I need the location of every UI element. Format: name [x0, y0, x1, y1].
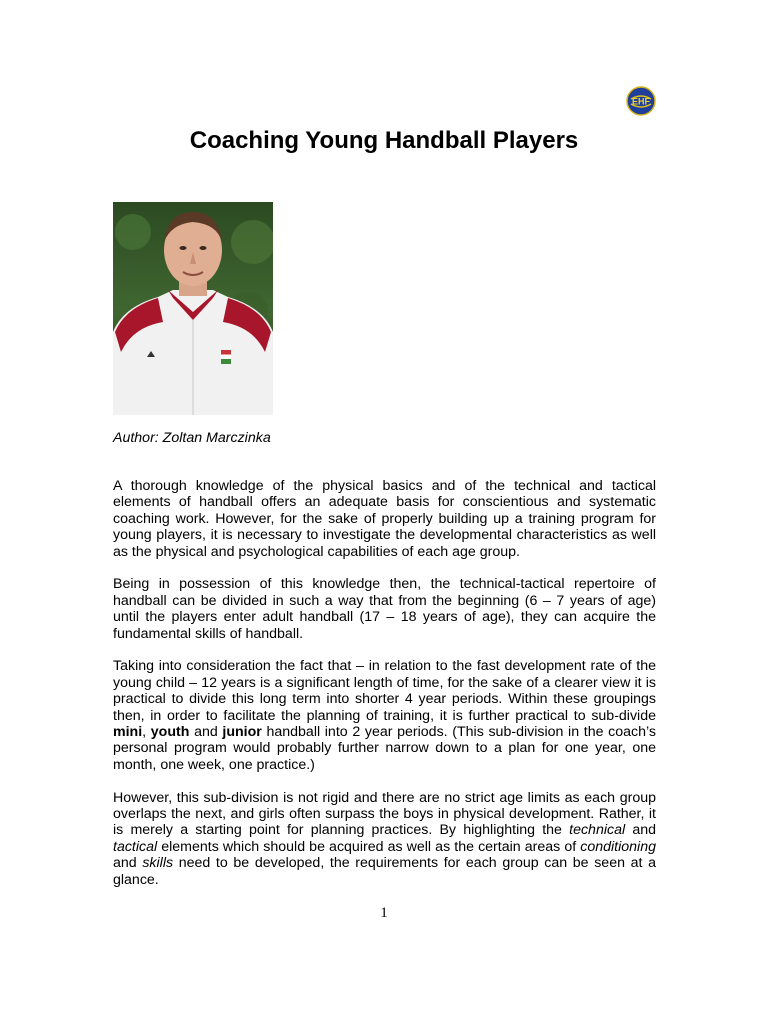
term-conditioning: conditioning: [580, 838, 656, 855]
author-photo: [113, 202, 273, 415]
paragraph-2: Being in possession of this knowledge then, the technical-tactical repertoire of handball can be divided in such a way that from the beginning (6 – 7 years of age) until the players enter adult handball (17 – 18 years of age), they can acquire the fundamental skills of handball.: [113, 576, 656, 642]
term-junior: junior: [222, 724, 262, 741]
paragraph-3-sep-2: and: [189, 724, 223, 741]
paragraph-3-part-a: Taking into consideration the fact that – in relation to the fast development rate of the young child – 12 years is a significant length of time, for the sake of a clearer view it is practical to divide this long term into shorter 4 year periods. Within these groupings then, in order to facilitate the planning of training, it is further practical to sub-divide: [113, 658, 656, 724]
paragraph-3-sep-1: ,: [142, 724, 151, 741]
paragraph-4-part-a: However, this sub-division is not rigid and there are no strict age limits as each group overlaps the next, and girls often surpass the boys in physical development. Rather, it is merely a starting point for planning practices. By highlighting the: [113, 789, 656, 839]
ehf-logo-text: EHF: [632, 96, 650, 107]
term-technical: technical: [569, 822, 626, 839]
page-title: Coaching Young Handball Players: [189, 127, 579, 154]
paragraph-4-part-b: elements which should be acquired as well as the certain areas of: [157, 838, 581, 855]
term-skills: skills: [142, 855, 174, 872]
paragraph-4: [113, 790, 656, 888]
term-tactical: tactical: [113, 838, 158, 855]
paragraph-3: [113, 658, 656, 773]
term-mini: mini: [113, 724, 143, 741]
author-line: Author: Zoltan Marczinka: [113, 430, 271, 446]
paragraph-4-and-2: and: [113, 855, 143, 872]
paragraph-4-part-c: need to be developed, the requirements for each group can be seen at a glance.: [113, 855, 656, 888]
paragraph-3-part-b: handball into 2 year periods. (This sub-division in the coach’s personal program would probably further narrow down to a plan for one year, one month, one week, one practice.): [113, 724, 656, 773]
body-text: [113, 478, 656, 905]
paragraph-4-and-1: and: [625, 822, 656, 839]
page-number: 1: [380, 905, 388, 921]
paragraph-1: A thorough knowledge of the physical basics and of the technical and tactical elements of handball offers an adequate basis for conscientious and systematic coaching work. However, for the sake of properly building up a training program for young players, it is necessary to investigate the developmental characteristics as well as the physical and psychological capabilities of each age group.: [113, 478, 656, 560]
term-youth: youth: [150, 724, 190, 741]
ehf-logo: [626, 86, 656, 116]
